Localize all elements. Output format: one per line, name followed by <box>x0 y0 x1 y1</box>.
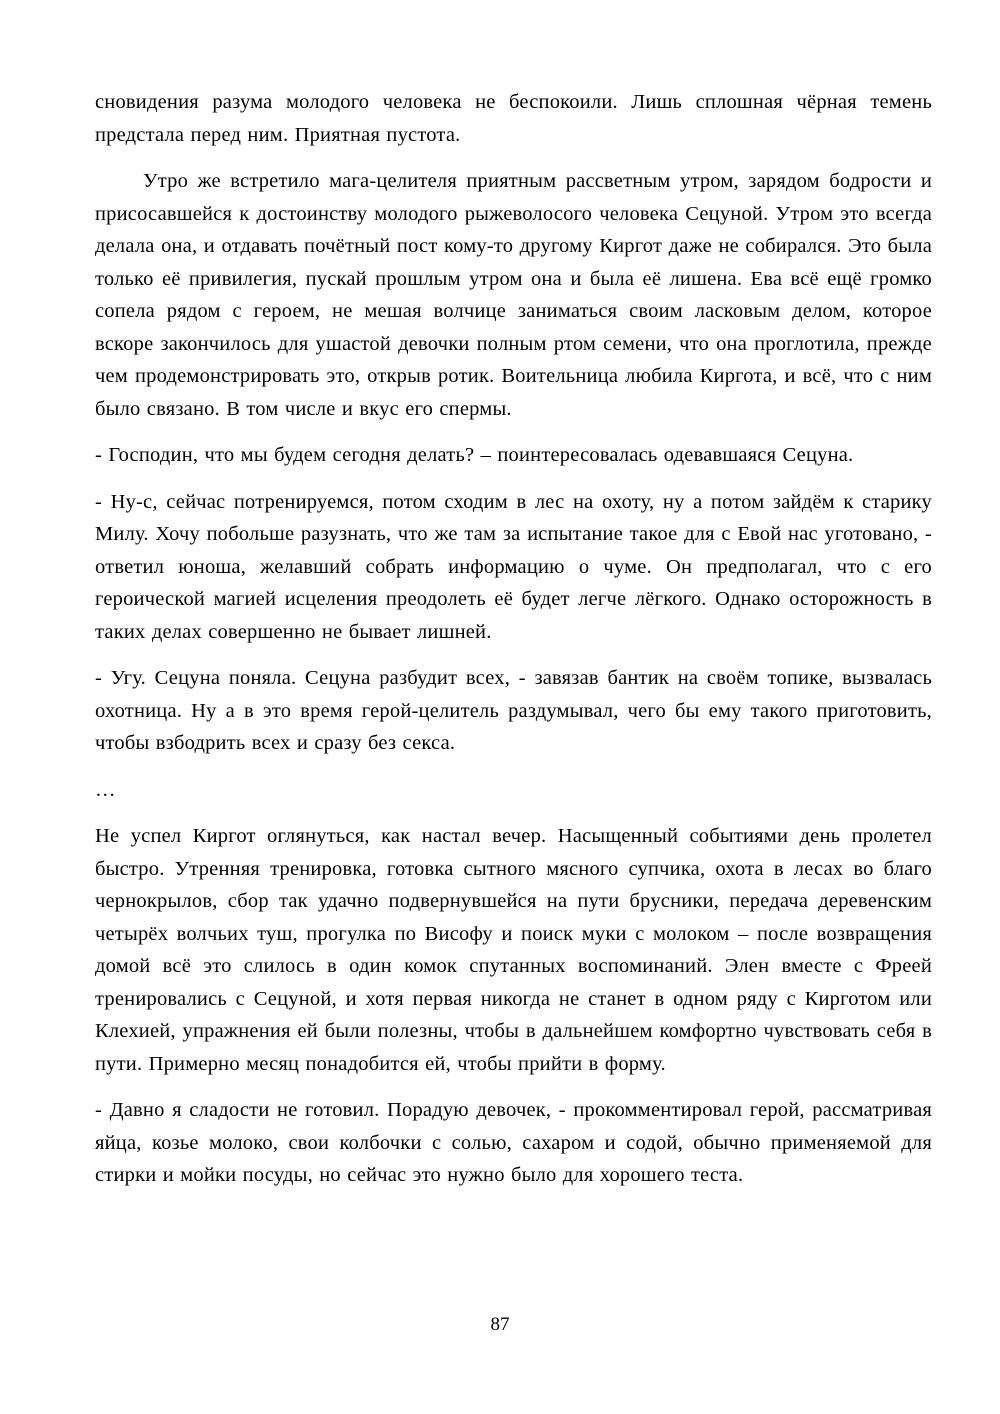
paragraph: - Ну-с, сейчас потренируемся, потом сходим в лес на охоту, ну а потом зайдём к старику Милу. Хочу побольше разузнать, что же там за испытание такое для с Евой нас уготовано, - ответил юноша, желавший собрать информацию о чуме. Он предполагал, что с его героической магией исцеления преодолеть её будет легче лёгкого. Однако осторожность в таких делах совершенно не бывает лишней. <box>95 490 932 643</box>
paragraph: - Давно я сладости не готовил. Порадую девочек, - прокомментировал герой, рассматривая яйца, козье молоко, свои колбочки с солью, сахаром и содой, обычно применяемой для стирки и мойки посуды, но сейчас это нужно было для хорошего теста. <box>95 1099 932 1186</box>
paragraph: Не успел Киргот оглянуться, как настал вечер. Насыщенный событиями день пролетел быстро. Утренняя тренировка, готовка сытного мясного супчика, охота в лесах во благо чернокрылов, сбор так удачно подвернувшейся на пути брусники, передача деревенским четырёх волчьих туш, прогулка по Висофу и поиск муки с молоком – после возвращения домой всё это слилось в один комок спутанных воспоминаний. Элен вместе с Фреей тренировались с Сецуной, и хотя первая никогда не станет в одном ряду с Кирготом или Клехией, упражнения ей были полезны, чтобы в дальнейшем комфортно чувствовать себя в пути. Примерно месяц понадобится ей, чтобы прийти в форму. <box>95 825 932 1075</box>
paragraph: - Угу. Сецуна поняла. Сецуна разбудит всех, - завязав бантик на своём топике, вызвалась охотница. Ну а в это время герой-целитель раздумывал, чего бы ему такого приготовить, чтобы взбодрить всех и сразу без секса. <box>95 667 932 754</box>
paragraph: - Господин, что мы будем сегодня делать? – поинтересовалась одевавшаяся Сецуна. <box>95 444 854 466</box>
paragraph: сновидения разума молодого человека не беспокоили. Лишь сплошная чёрная темень предстала перед ним. Приятная пустота. <box>95 91 932 146</box>
paragraph: … <box>95 778 116 801</box>
page-number: 87 <box>490 1314 510 1335</box>
paragraph: Утро же встретило мага-целителя приятным рассветным утром, зарядом бодрости и присосавшейся к достоинству молодого рыжеволосого человека Сецуной. Утром это всегда делала она, и отдавать почётный пост кому-то другому Киргот даже не собирался. Это была только её привилегия, пускай прошлым утром она и была её лишена. Ева всё ещё громко сопела рядом с героем, не мешая волчице заниматься своим ласковым делом, которое вскоре закончилось для ушастой девочки полным ртом семени, что она проглотила, прежде чем продемонстрировать это, открыв ротик. Воительница любила Киргота, и всё, что с ним было связано. В том числе и вкус его спермы. <box>95 170 932 420</box>
text-block <box>95 86 932 1192</box>
